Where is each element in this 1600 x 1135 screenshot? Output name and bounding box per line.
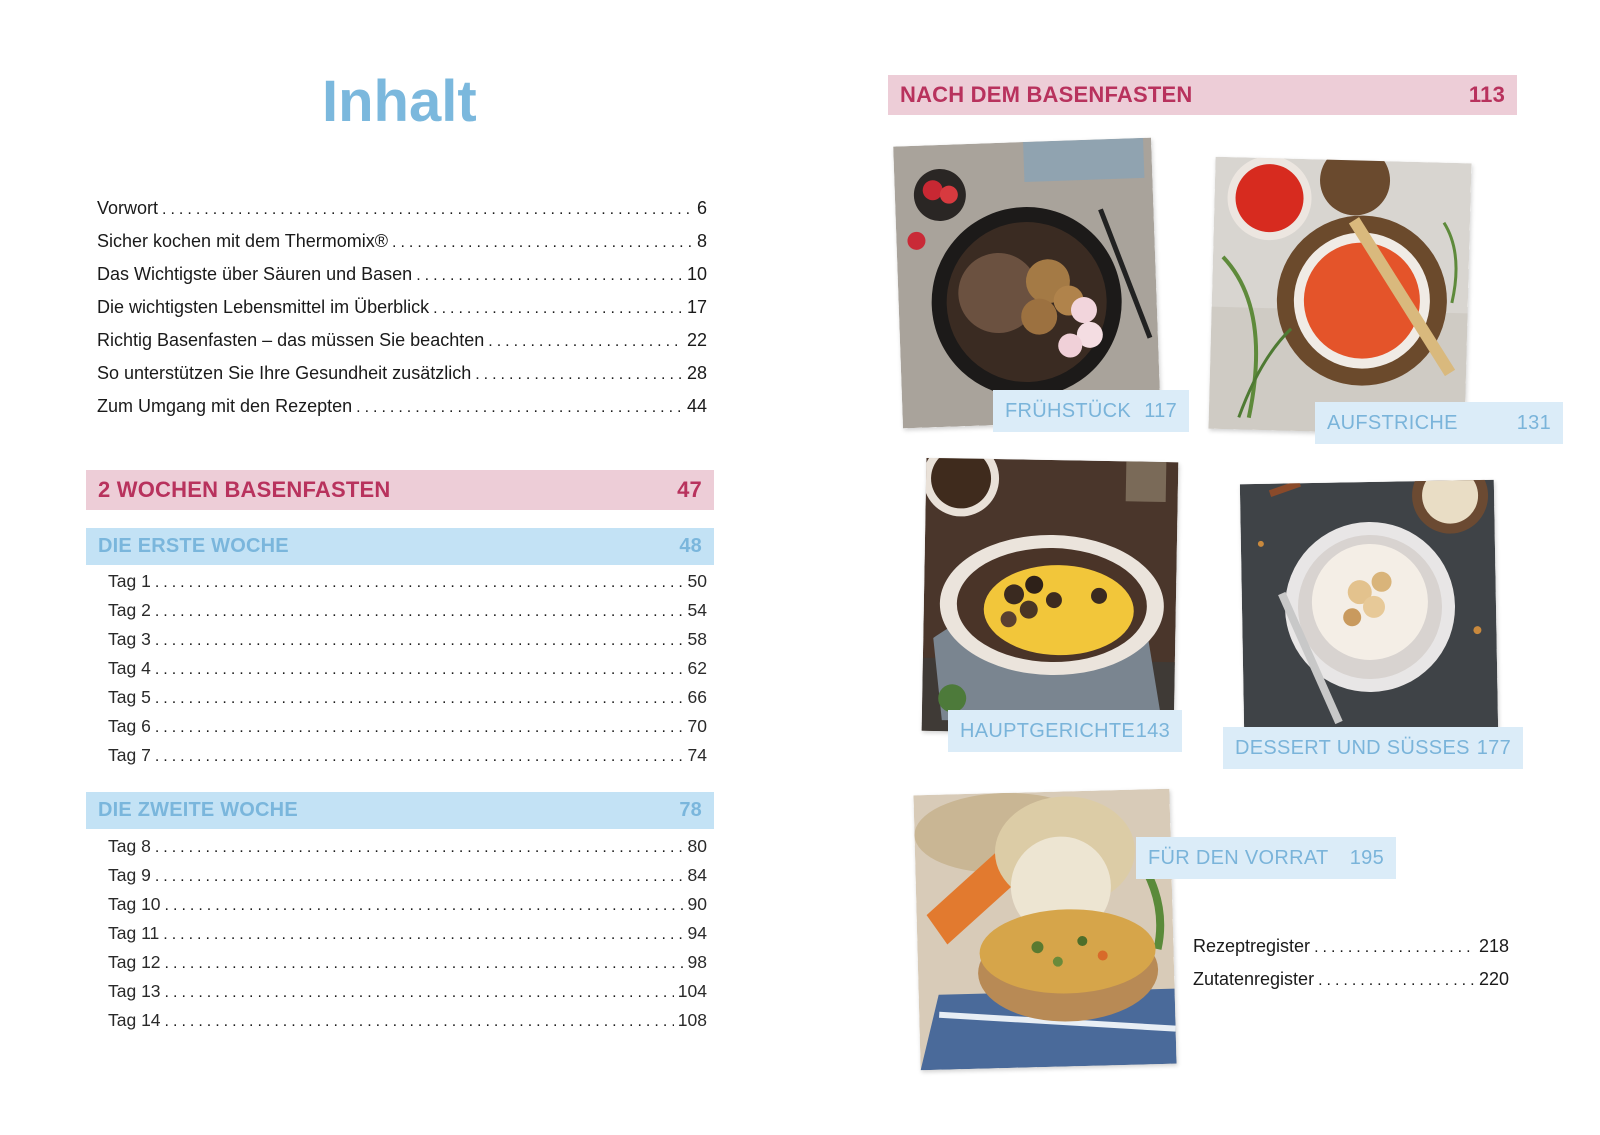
section-header-after-fasting[interactable] — [888, 75, 1517, 115]
toc-entry-page: 70 — [687, 716, 707, 736]
toc-entry-title: Zutatenregister — [1193, 969, 1315, 989]
toc-entry-page: 62 — [687, 658, 707, 678]
toc-entry-title: Tag 14 — [108, 1010, 161, 1030]
toc-entry-page: 108 — [677, 1010, 707, 1030]
category-page: 117 — [1144, 399, 1177, 422]
category-page: 177 — [1476, 736, 1511, 759]
dot-leader — [155, 745, 684, 769]
toc-day-entry[interactable] — [108, 714, 707, 740]
toc-day-entry[interactable] — [108, 950, 707, 976]
register-entry[interactable] — [1193, 967, 1509, 993]
toc-entry-title: Die wichtigsten Lebensmittel im Überblick — [97, 297, 430, 317]
dot-leader — [392, 231, 693, 255]
toc-entry-title: Sicher kochen mit dem Thermomix® — [97, 231, 389, 251]
toc-entry-title: Zum Umgang mit den Rezepten — [97, 396, 353, 416]
toc-entry-title: Rezeptregister — [1193, 936, 1311, 956]
category-title: AUFSTRICHE — [1327, 411, 1458, 434]
toc-day-entry[interactable] — [108, 863, 707, 889]
register-entry[interactable] — [1193, 934, 1509, 960]
toc-entry-page: 80 — [687, 836, 707, 856]
dot-leader — [163, 923, 683, 947]
toc-entry-title: Tag 12 — [108, 952, 161, 972]
toc-entry-page: 218 — [1478, 936, 1509, 956]
category-page: 143 — [1135, 719, 1170, 742]
toc-entry-title: So unterstützen Sie Ihre Gesundheit zusätzlich — [97, 363, 472, 383]
dot-leader — [155, 836, 684, 860]
toc-entry-title: Tag 4 — [108, 658, 151, 678]
toc-entry[interactable] — [97, 394, 707, 420]
dot-leader — [1314, 936, 1475, 960]
dot-leader — [155, 687, 684, 711]
category-label-pantry[interactable] — [1136, 837, 1396, 879]
dot-leader — [155, 571, 684, 595]
toc-entry[interactable] — [97, 295, 707, 321]
toc-entry-title: Tag 10 — [108, 894, 161, 914]
toc-day-entry[interactable] — [108, 834, 707, 860]
toc-entry-page: 28 — [686, 363, 707, 383]
section-title: 2 WOCHEN BASENFASTEN — [98, 477, 391, 502]
toc-entry-title: Tag 13 — [108, 981, 161, 1001]
toc-entry-title: Tag 8 — [108, 836, 151, 856]
dot-leader — [155, 658, 684, 682]
section-header-two-weeks[interactable] — [86, 470, 714, 510]
dot-leader — [1318, 969, 1475, 993]
section-page: 113 — [1468, 82, 1505, 107]
category-label-dessert[interactable] — [1223, 727, 1523, 769]
dot-leader — [165, 894, 684, 918]
toc-entry[interactable] — [97, 196, 707, 222]
category-label-main-dishes[interactable] — [948, 710, 1182, 752]
page-title: Inhalt — [322, 69, 477, 134]
category-page: 131 — [1516, 411, 1551, 434]
toc-entry-page: 74 — [687, 745, 707, 765]
toc-entry-title: Tag 3 — [108, 629, 151, 649]
dot-leader — [155, 716, 684, 740]
dot-leader — [155, 629, 684, 653]
pantry-photo — [913, 789, 1176, 1071]
toc-day-entry[interactable] — [108, 569, 707, 595]
section-page: 47 — [677, 477, 702, 502]
toc-entry-page: 220 — [1478, 969, 1509, 989]
dot-leader — [416, 264, 683, 288]
toc-entry-page: 90 — [687, 894, 707, 914]
toc-entry-page: 84 — [687, 865, 707, 885]
category-label-spreads[interactable] — [1315, 402, 1563, 444]
toc-day-entry[interactable] — [108, 743, 707, 769]
toc-entry[interactable] — [97, 361, 707, 387]
dot-leader — [162, 198, 693, 222]
toc-entry-title: Das Wichtigste über Säuren und Basen — [97, 264, 413, 284]
toc-entry-page: 10 — [686, 264, 707, 284]
section-header-week-two[interactable] — [86, 792, 714, 829]
section-title: DIE ZWEITE WOCHE — [98, 799, 298, 821]
toc-entry-page: 94 — [687, 923, 707, 943]
category-title: DESSERT UND SÜSSES — [1235, 736, 1470, 759]
dot-leader — [155, 865, 684, 889]
toc-day-entry[interactable] — [108, 979, 707, 1005]
dessert-photo — [1240, 480, 1498, 734]
toc-day-entry[interactable] — [108, 685, 707, 711]
toc-entry-page: 66 — [687, 687, 707, 707]
toc-entry[interactable] — [97, 328, 707, 354]
section-page: 48 — [679, 535, 702, 557]
category-title: FRÜHSTÜCK — [1005, 399, 1132, 422]
toc-entry-title: Tag 9 — [108, 865, 151, 885]
toc-entry-page: 104 — [677, 981, 707, 1001]
toc-entry-title: Tag 7 — [108, 745, 151, 765]
toc-entry[interactable] — [97, 262, 707, 288]
dot-leader — [155, 600, 684, 624]
toc-entry-page: 98 — [687, 952, 707, 972]
dot-leader — [165, 952, 684, 976]
dot-leader — [165, 1010, 674, 1034]
toc-day-entry[interactable] — [108, 892, 707, 918]
main-dishes-photo — [922, 458, 1179, 735]
section-header-week-one[interactable] — [86, 528, 714, 565]
dot-leader — [433, 297, 683, 321]
toc-entry-page: 50 — [687, 571, 707, 591]
spreads-photo — [1208, 157, 1471, 436]
section-title: NACH DEM BASENFASTEN — [900, 82, 1193, 107]
toc-entry-title: Tag 6 — [108, 716, 151, 736]
toc-entry-page: 54 — [687, 600, 707, 620]
toc-day-entry[interactable] — [108, 598, 707, 624]
toc-day-entry[interactable] — [108, 1008, 707, 1034]
section-page: 78 — [679, 799, 702, 821]
section-title: DIE ERSTE WOCHE — [98, 535, 289, 557]
toc-entry-title: Vorwort — [97, 198, 159, 218]
toc-entry-title: Richtig Basenfasten – das müssen Sie beachten — [97, 330, 485, 350]
toc-entry-page: 17 — [686, 297, 707, 317]
dot-leader — [488, 330, 683, 354]
toc-day-entry[interactable] — [108, 921, 707, 947]
category-label-breakfast[interactable] — [993, 390, 1189, 432]
breakfast-photo — [893, 138, 1161, 429]
toc-entry-title: Tag 11 — [108, 923, 160, 943]
toc-entry-title: Tag 1 — [108, 571, 151, 591]
toc-entry-page: 44 — [686, 396, 707, 416]
toc-entry-page: 58 — [687, 629, 707, 649]
dot-leader — [475, 363, 683, 387]
toc-day-entry[interactable] — [108, 656, 707, 682]
toc-entry-title: Tag 2 — [108, 600, 151, 620]
toc-day-entry[interactable] — [108, 627, 707, 653]
dot-leader — [165, 981, 674, 1005]
toc-entry-page: 22 — [686, 330, 707, 350]
toc-entry-page: 6 — [696, 198, 707, 218]
toc-entry-title: Tag 5 — [108, 687, 151, 707]
category-title: HAUPTGERICHTE — [960, 719, 1136, 742]
category-title: FÜR DEN VORRAT — [1148, 846, 1329, 869]
toc-entry[interactable] — [97, 229, 707, 255]
category-page: 195 — [1349, 846, 1384, 869]
toc-entry-page: 8 — [696, 231, 707, 251]
dot-leader — [356, 396, 683, 420]
